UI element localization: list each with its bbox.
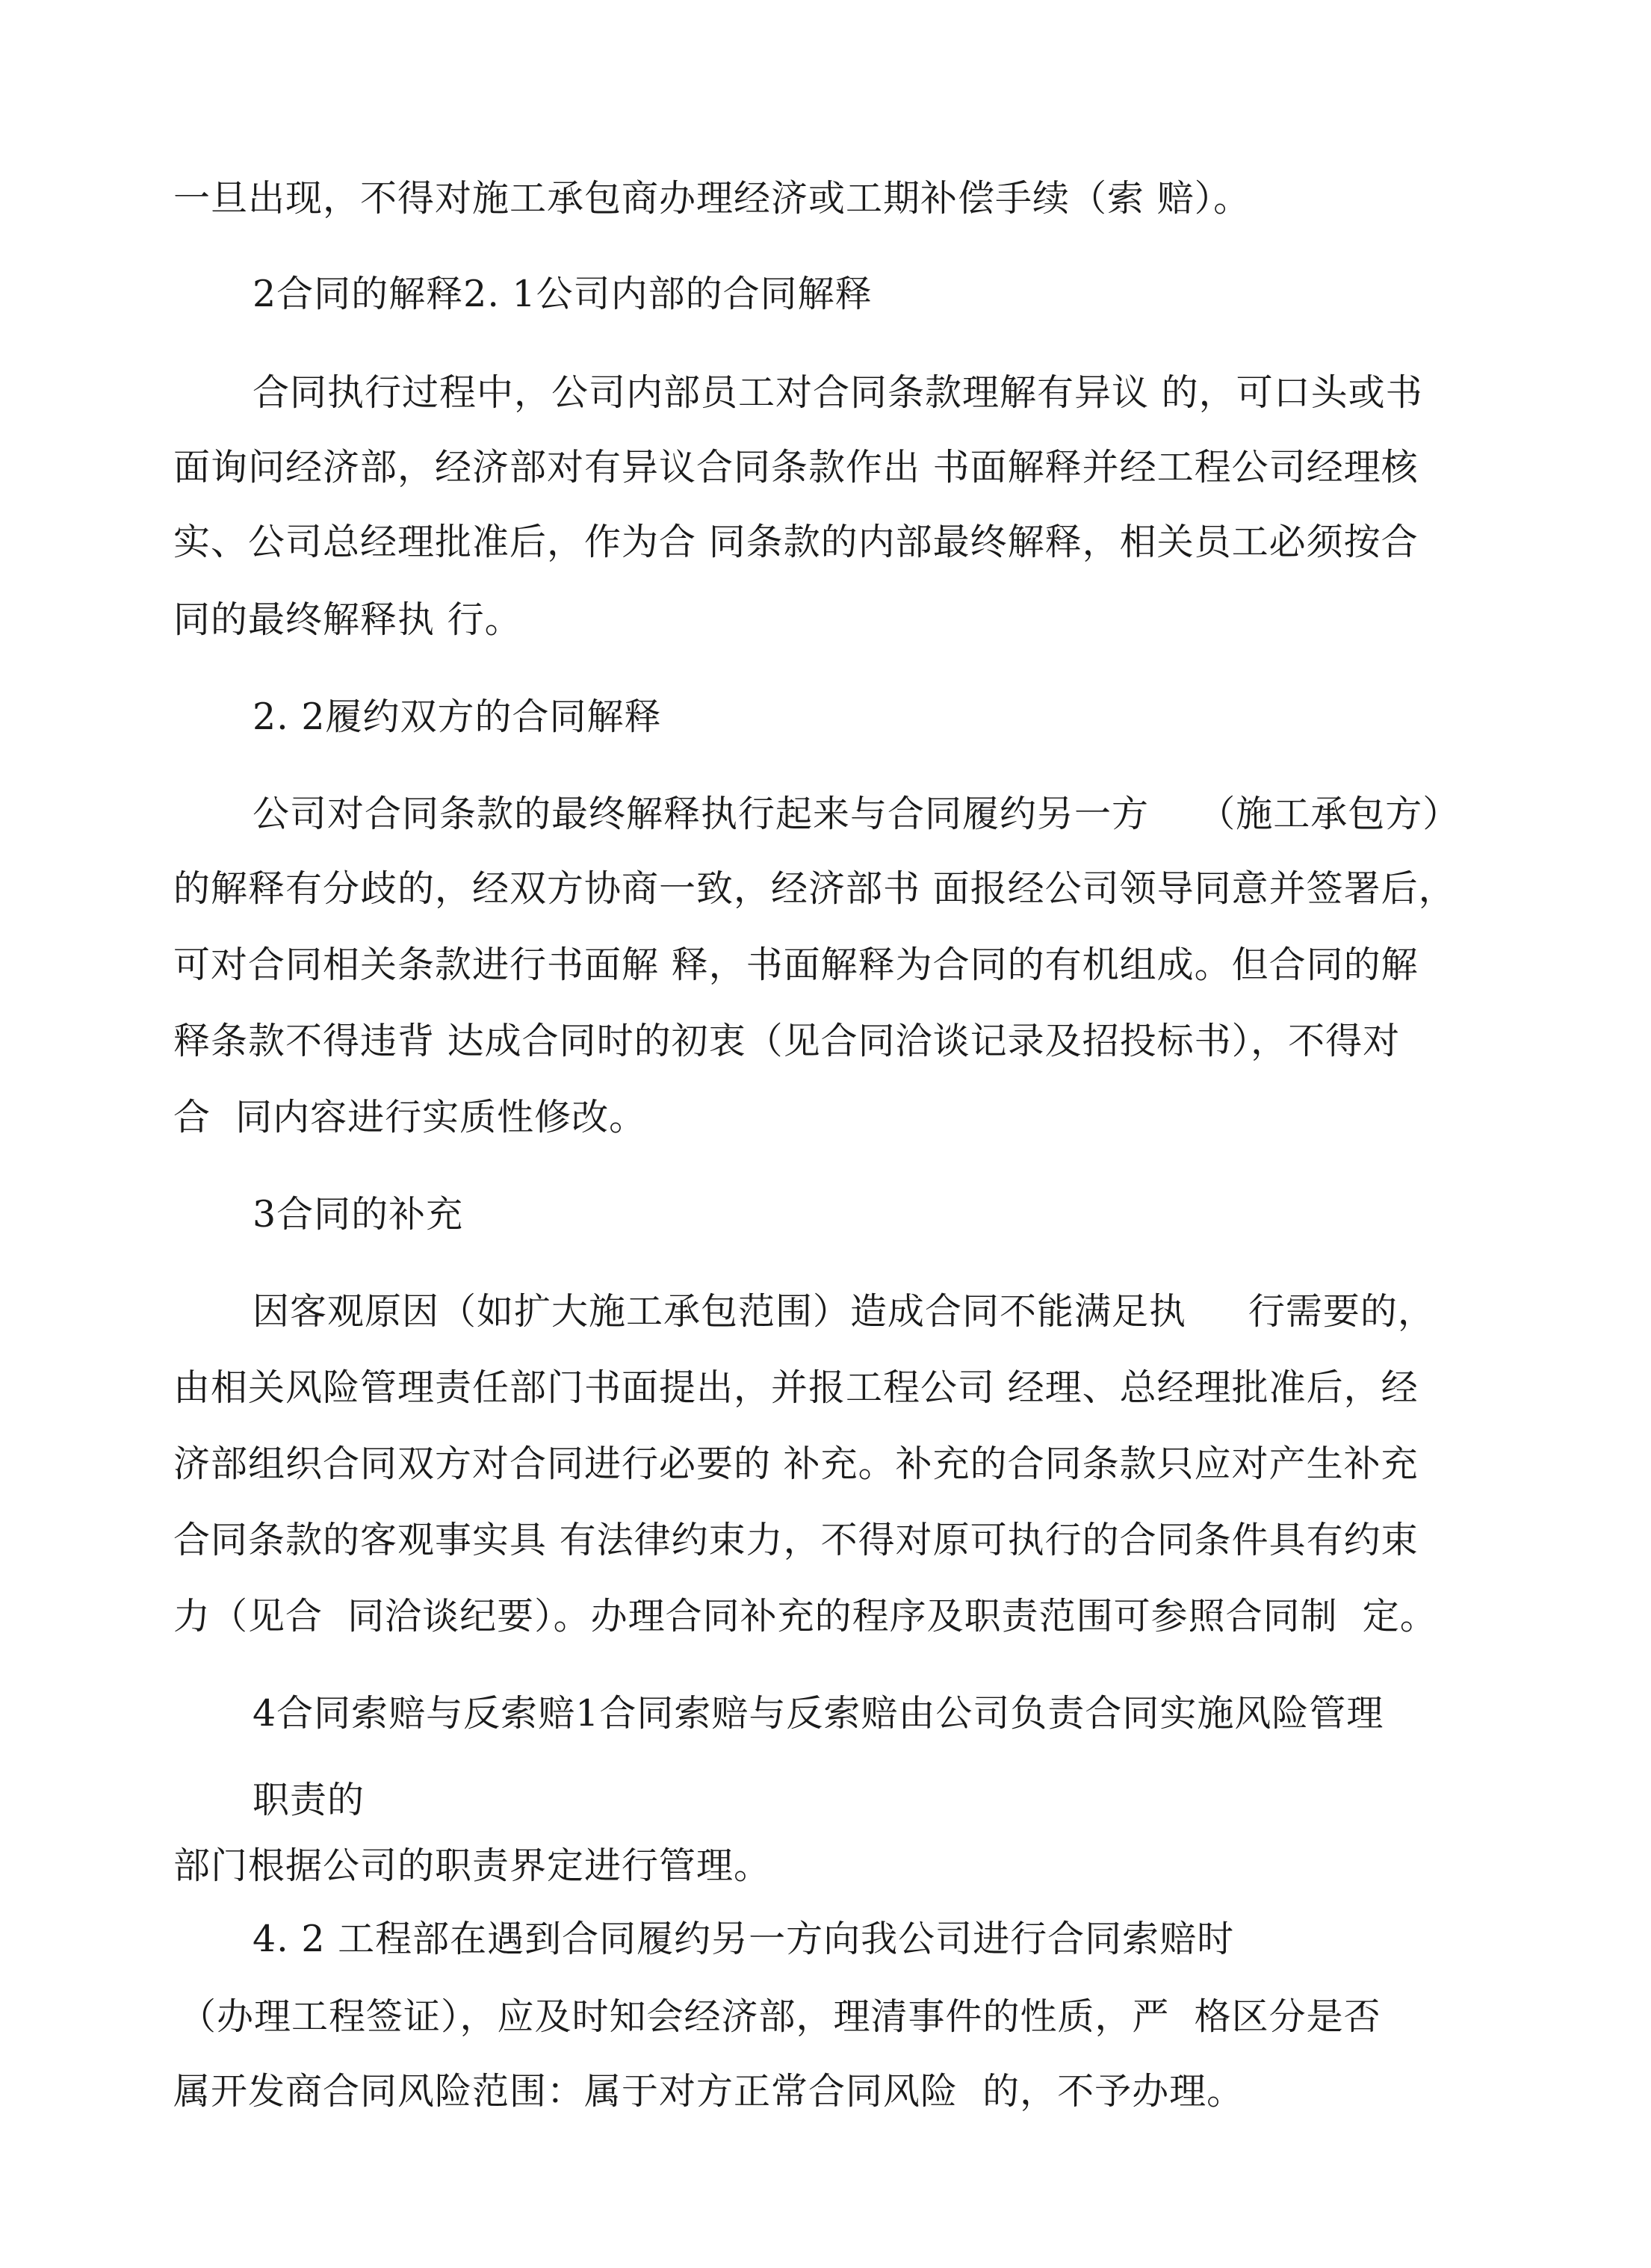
paragraph-line: （办理工程签证），应及时知会经济部，理清事件的性质，严 格区分是否 xyxy=(179,1995,1381,2038)
paragraph-line: 属开发商合同风险范围：属于对方正常合同风险 的，不予办理。 xyxy=(173,2070,1245,2113)
section-heading: 2. 2履约双方的合同解释 xyxy=(253,695,662,738)
section-heading: 4合同索赔与反索赔1合同索赔与反索赔由公司负责合同实施风险管理 xyxy=(253,1692,1384,1735)
section-heading: 3合同的补充 xyxy=(253,1193,464,1236)
paragraph-line: 公司对合同条款的最终解释执行起来与合同履约另一方 （施工承包方） xyxy=(253,793,1460,835)
paragraph-line: 一旦出现，不得对施工承包商办理经济或工期补偿手续（索 赔）。 xyxy=(173,177,1251,220)
paragraph-line: 合 同内容进行实质性修改。 xyxy=(173,1096,647,1138)
paragraph-line: 由相关风险管理责任部门书面提出，并报工程公司 经理、总经理批准后，经 xyxy=(173,1366,1419,1409)
paragraph-line: 合同执行过程中，公司内部员工对合同条款理解有异议 的，可口头或书 xyxy=(253,371,1423,414)
paragraph-line: 同的最终解释执 行。 xyxy=(173,598,522,641)
paragraph-line: 可对合同相关条款进行书面解 释，书面解释为合同的有机组成。但合同的解 xyxy=(173,944,1419,986)
section-heading: 2合同的解释2. 1公司内部的合同解释 xyxy=(253,273,873,315)
paragraph-line: 实、公司总经理批准后，作为合 同条款的内部最终解释，相关员工必须按合 xyxy=(173,521,1419,563)
paragraph-line: 部门根据公司的职责界定进行管理。 xyxy=(173,1844,772,1887)
paragraph-line: 释条款不得违背 达成合同时的初衷（见合同洽谈记录及招投标书），不得对 xyxy=(173,1020,1401,1062)
paragraph-line: 职责的 xyxy=(253,1779,365,1821)
paragraph-line: 济部组织合同双方对合同进行必要的 补充。补充的合同条款只应对产生补充 xyxy=(173,1443,1419,1485)
section-heading: 4. 2 工程部在遇到合同履约另一方向我公司进行合同索赔时 xyxy=(253,1918,1235,1960)
paragraph-line: 合同条款的客观事实具 有法律约束力，不得对原可执行的合同条件具有约束 xyxy=(173,1519,1419,1561)
paragraph-line: 力（见合 同洽谈纪要）。办理合同补充的程序及职责范围可参照合同制 定。 xyxy=(173,1595,1437,1638)
paragraph-line: 因客观原因（如扩大施工承包范围）造成合同不能满足执 行需要的， xyxy=(253,1290,1435,1333)
paragraph-line: 的解释有分歧的，经双方协商一致，经济部书 面报经公司领导同意并签署后， xyxy=(173,867,1456,910)
paragraph-line: 面询问经济部，经济部对有异议合同条款作出 书面解释并经工程公司经理核 xyxy=(173,446,1419,489)
